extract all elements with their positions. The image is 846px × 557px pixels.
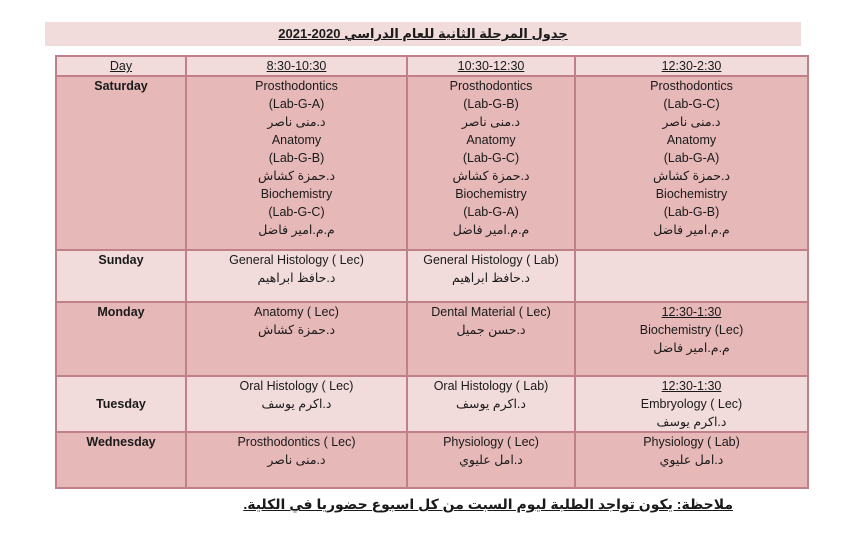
instructor: د.حمزة كشاش — [257, 169, 336, 183]
course: Biochemistry — [655, 187, 728, 201]
instructor: م.م.امير فاضل — [653, 223, 730, 237]
time: 12:30-1:30 — [661, 305, 722, 319]
instructor: د.حسن جميل — [456, 323, 526, 337]
header-slot-3: 12:30-2:30 — [575, 56, 808, 76]
row-wednesday — [56, 432, 808, 488]
group: (Lab-G-A) — [268, 97, 325, 111]
day-saturday: Saturday — [56, 76, 186, 250]
instructor: د.منى ناصر — [662, 115, 721, 129]
group: (Lab-G-A) — [663, 151, 720, 165]
course: Prosthodontics — [449, 79, 533, 93]
cell — [186, 376, 407, 432]
group: (Lab-G-B) — [268, 151, 325, 165]
instructor: د.حافظ ابراهيم — [257, 271, 336, 285]
instructor: د.اكرم يوسف — [261, 397, 332, 411]
course: General Histology ( Lab) — [423, 253, 559, 267]
cell — [575, 302, 808, 376]
course: Dental Material ( Lec) — [431, 305, 551, 319]
cell — [407, 376, 575, 432]
instructor: م.م.امير فاضل — [452, 223, 530, 237]
cell — [575, 376, 808, 432]
row-monday — [56, 302, 808, 376]
attendance-note: ملاحظة: يكون تواجد الطلبة ليوم السبت من كل اسبوع حضوريا في الكلية. — [243, 496, 733, 512]
group: (Lab-G-C) — [462, 151, 520, 165]
course: Biochemistry (Lec) — [639, 323, 744, 337]
course: Anatomy — [666, 133, 717, 147]
instructor: د.اكرم يوسف — [656, 415, 727, 429]
cell — [575, 76, 808, 250]
day-sunday: Sunday — [56, 250, 186, 302]
header-slot-1: 8:30-10:30 — [186, 56, 407, 76]
group: (Lab-G-C) — [268, 205, 325, 219]
group: (Lab-G-B) — [463, 97, 519, 111]
course: Physiology ( Lab) — [643, 435, 740, 449]
cell — [575, 432, 808, 488]
course: Biochemistry — [455, 187, 527, 201]
cell — [407, 302, 575, 376]
instructor: د.حمزة كشاش — [452, 169, 530, 183]
group: (Lab-G-B) — [663, 205, 720, 219]
instructor: د.منى ناصر — [267, 115, 326, 129]
group: (Lab-G-C) — [663, 97, 720, 111]
header-slot-2: 10:30-12:30 — [407, 56, 575, 76]
header-day: Day — [56, 56, 186, 76]
group: (Lab-G-A) — [463, 205, 519, 219]
instructor: د.منى ناصر — [267, 453, 326, 467]
course: Oral Histology ( Lec) — [239, 379, 354, 393]
row-tuesday — [56, 376, 808, 432]
course: Anatomy — [271, 133, 322, 147]
course: Anatomy — [466, 133, 516, 147]
cell — [407, 250, 575, 302]
instructor: م.م.امير فاضل — [653, 341, 730, 355]
cell-empty — [575, 250, 808, 302]
cell — [407, 76, 575, 250]
instructor: د.منى ناصر — [461, 115, 521, 129]
instructor: د.امل عليوي — [459, 453, 523, 467]
day-monday: Monday — [56, 302, 186, 376]
course: Biochemistry — [260, 187, 333, 201]
course: Physiology ( Lec) — [443, 435, 539, 449]
time: 12:30-1:30 — [661, 379, 722, 393]
row-sunday — [56, 250, 808, 302]
instructor: د.اكرم يوسف — [456, 397, 526, 411]
cell — [186, 250, 407, 302]
cell — [407, 432, 575, 488]
cell — [186, 432, 407, 488]
course: Prosthodontics — [255, 79, 338, 93]
instructor: د.حمزة كشاش — [652, 169, 731, 183]
cell — [186, 302, 407, 376]
instructor: د.حافظ ابراهيم — [452, 271, 530, 285]
course: Embryology ( Lec) — [640, 397, 743, 411]
course: Oral Histology ( Lab) — [433, 379, 549, 393]
header-row — [56, 56, 808, 76]
cell — [186, 76, 407, 250]
course: Prosthodontics — [650, 79, 733, 93]
page-title: جدول المرحلة الثانية للعام الدراسي 2020-2021 — [278, 26, 568, 41]
instructor: د.حمزة كشاش — [257, 323, 336, 337]
title-bar — [45, 22, 801, 46]
instructor: د.امل عليوي — [659, 453, 724, 467]
day-wednesday: Wednesday — [56, 432, 186, 488]
schedule-table — [55, 55, 809, 489]
day-tuesday: Tuesday — [56, 376, 186, 432]
row-saturday — [56, 76, 808, 250]
course: Anatomy ( Lec) — [254, 305, 339, 319]
instructor: م.م.امير فاضل — [258, 223, 335, 237]
course: General Histology ( Lec) — [229, 253, 364, 267]
course: Prosthodontics ( Lec) — [237, 435, 356, 449]
